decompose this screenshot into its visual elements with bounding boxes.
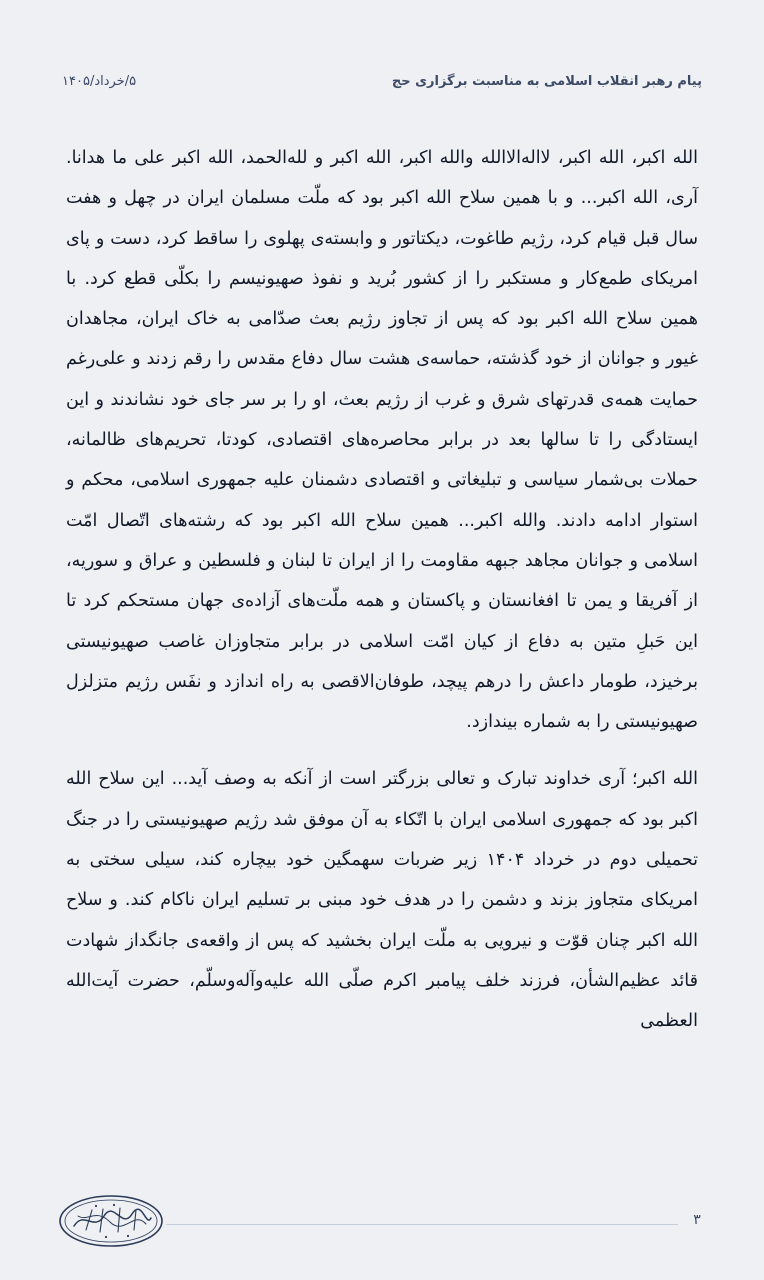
page-footer <box>56 1180 708 1260</box>
page-number: ۳ <box>686 1212 708 1228</box>
footer-divider <box>166 1224 678 1225</box>
paragraph-1: الله اکبر، الله اکبر، لااله‌الاالله والله اکبر، الله اکبر و لله‌الحمد، الله اکبر علی ما هدانا. آری، الله اکبر... و با همین سلاح الله اکبر بود که ملّت مسلمان ایران در چهل و هفت سال قبل قیام کرد، رژیم طاغوت، دیکتاتور و وابسته‌ی پهلوی را ساقط کرد، دست و پای امریکای طمع‌کار و مستکبر را از کشور بُرید و نفوذ صهیونیسم را بکلّی قطع کرد. با همین سلاح الله اکبر بود که پس از تجاوز رژیم بعث صدّامی به خاک ایران، مجاهدان غیور و جوانان از خود گذشته، حماسه‌ی هشت سال دفاع مقدس را رقم زدند و علی‌رغم حمایت همه‌ی قدرتهای شرق و غرب از رژیم بعث، او را بر سر جای خود نشاندند و این ایستادگی را تا سالها بعد در برابر محاصره‌های اقتصادی، کودتا، تحریم‌های ظالمانه، حملات بی‌شمار سیاسی و تبلیغاتی و اقتصادی دشمنان علیه جمهوری اسلامی، محکم و استوار ادامه دادند. والله اکبر... همین سلاح الله اکبر بود که رشته‌های اتّصال امّت اسلامی و جوانان مجاهد جبهه مقاومت را از ایران تا لبنان و فلسطین و عراق و سوریه، از آفریقا و یمن تا افغانستان و پاکستان و همه ملّت‌های آزاده‌ی جهان مستحکم کرد تا این حَبلِ متین به دفاع از کیان امّت اسلامی در برابر متجاوزان غاصب صهیونیستی برخیزد، طومار داعش را درهم پیچد، طوفان‌الاقصی به راه اندازد و نفَس رژیم متزلزل صهیونیستی را به شماره بیندازد. <box>66 148 698 733</box>
message-body <box>66 138 698 1042</box>
header-date: ۵/خرداد/۱۴۰۵ <box>62 73 137 89</box>
calligraphy-seal-icon <box>56 1192 166 1250</box>
paragraph-2: الله اکبر؛ آری خداوند تبارک و تعالی بزرگتر است از آنکه به وصف آید... این سلاح الله اکبر بود که جمهوری اسلامی ایران با اتّکاء به آن موفق شد رژیم صهیونیستی را در جنگ تحمیلی دوم در خرداد ۱۴۰۴ زیر ضربات سهمگین خود بیچاره کند، سیلی سختی به امریکای متجاوز بزند و دشمن را در هدف خود مبنی بر تسلیم ایران ناکام کند. و سلاح الله اکبر چنان قوّت و نیرویی به ملّت ایران بخشید که پس از واقعه‌ی جانگداز شهادت قائد عظیم‌الشأن، فرزند خلف پیامبر اکرم صلّی الله علیه‌وآله‌وسلّم، حضرت آیت‌الله العظمی <box>66 769 698 1032</box>
header-title: پیام رهبر انقلاب اسلامی به مناسبت برگزاری حج <box>391 73 702 89</box>
page-header <box>62 66 702 96</box>
